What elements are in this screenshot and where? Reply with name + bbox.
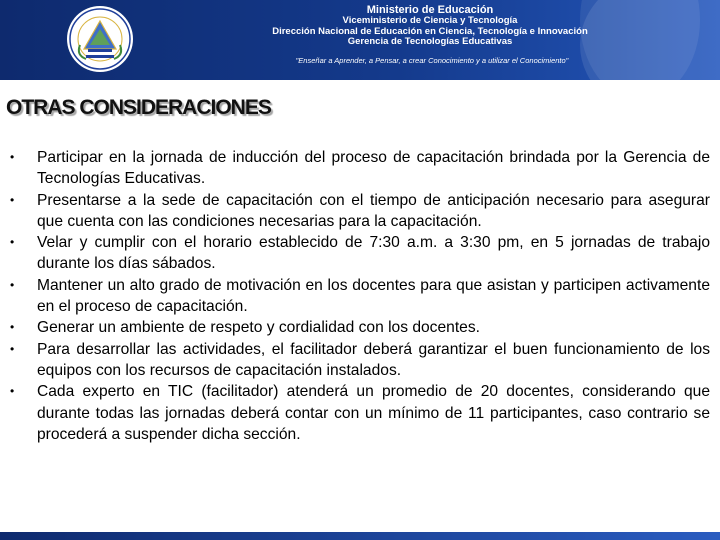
list-item: [10, 147, 710, 190]
considerations-list: [10, 147, 710, 445]
header-banner: [0, 0, 720, 80]
national-coat-of-arms-icon: [66, 5, 134, 73]
list-item-text: Cada experto en TIC (facilitador) atenderá un promedio de 20 docentes, considerando que durante todas las jornadas deberá contar con un mínimo de 11 participantes, caso contrario se procederá a suspender dicha sección.: [37, 383, 710, 443]
bullet-icon: •: [10, 341, 15, 356]
list-item-text: Participar en la jornada de inducción del proceso de capacitación brindada por la Gerencia de Tecnologías Educativas.: [37, 149, 710, 188]
bullet-icon: •: [10, 150, 15, 164]
ministry-name: Ministerio de Educación: [366, 4, 494, 16]
list-item: [10, 275, 710, 318]
list-item: [10, 317, 710, 338]
list-item-text: Mantener un alto grado de motivación en los docentes para que asistan y participen activamente en el proceso de capacitación.: [37, 276, 710, 316]
list-item-text: Velar y cumplir con el horario establecido de 7:30 a.m. a 3:30 pm, en 5 jornadas de trabajo durante los días sábados.: [37, 234, 710, 273]
bullet-icon: •: [10, 277, 15, 292]
header-institution-lines: [240, 4, 620, 48]
list-item-text: Generar un ambiente de respeto y cordialidad con los docentes.: [37, 319, 480, 337]
list-item: [10, 232, 710, 275]
header-slogan: "Enseñar a Aprender, a Pensar, a crear Conocimiento y a utilizar el Conocimiento": [295, 56, 569, 65]
directorate-name: Dirección Nacional de Educación en Ciencia, Tecnología e Innovación: [272, 25, 588, 37]
vice-ministry-name: Viceministerio de Ciencia y Tecnología: [342, 15, 518, 26]
bullet-icon: •: [10, 384, 15, 399]
bullet-icon: •: [10, 235, 15, 250]
list-item: [10, 339, 710, 382]
management-name: Gerencia de Tecnologías Educativas: [347, 36, 513, 47]
list-item: [10, 190, 710, 233]
list-item-text: Para desarrollar las actividades, el facilitador deberá garantizar el buen funcionamiento de los equipos con los recursos de capacitación instalados.: [37, 340, 710, 379]
list-item: [10, 381, 710, 445]
page-title: OTRAS CONSIDERACIONES: [6, 96, 271, 119]
bullet-icon: •: [10, 192, 15, 207]
list-item-text: Presentarse a la sede de capacitación con el tiempo de anticipación necesario para asegurar que cuenta con las condiciones necesarias para la capacitación.: [37, 191, 710, 230]
bullet-icon: •: [10, 320, 15, 335]
footer-bar: [0, 532, 720, 540]
